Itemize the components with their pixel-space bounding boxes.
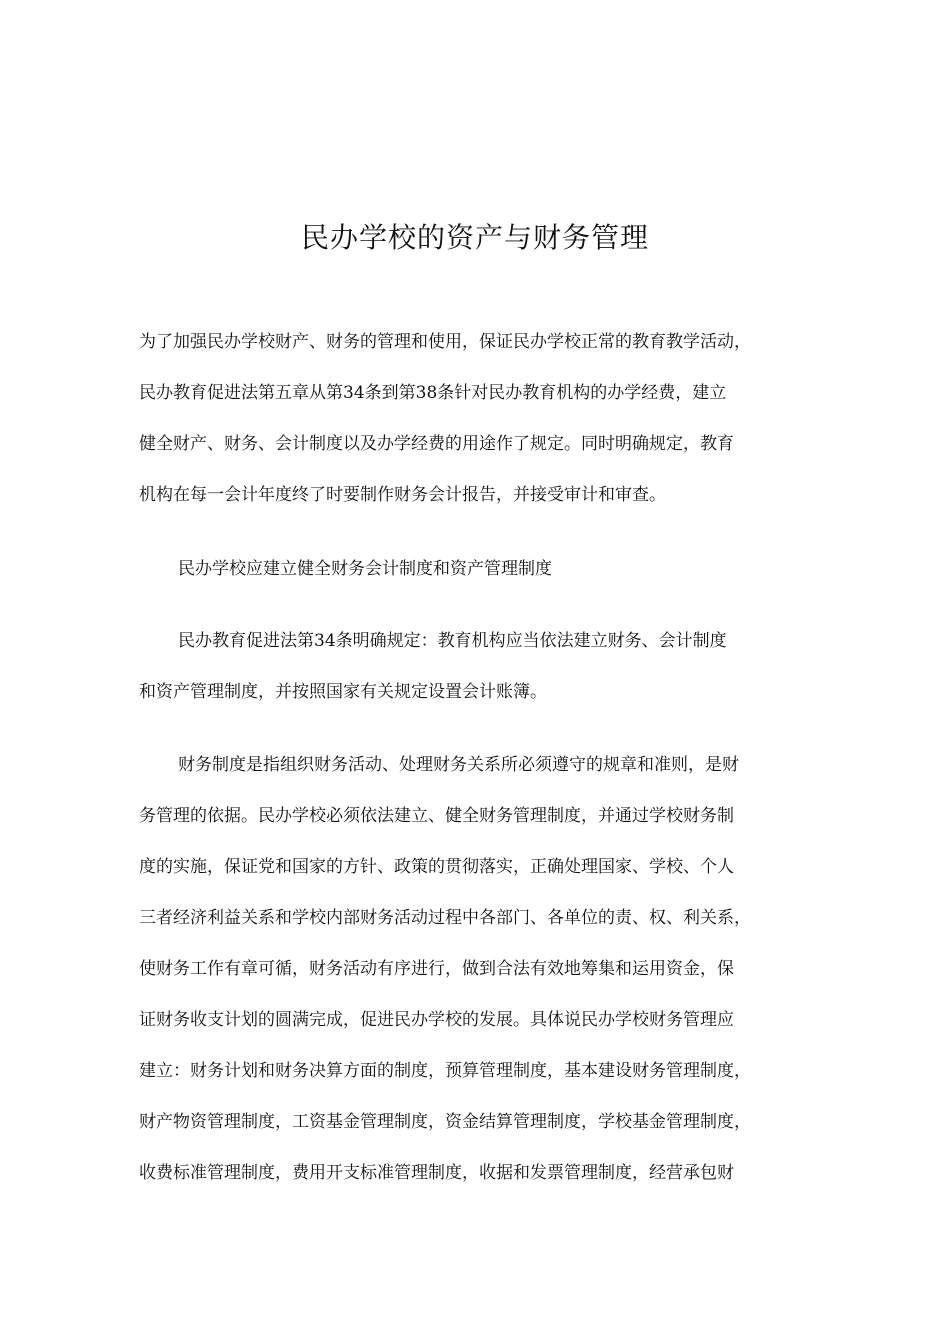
paragraph-4-line-1: 财务制度是指组织财务活动、处理财务关系所必须遵守的规章和准则，是财	[178, 755, 739, 775]
paragraph-3-line-1: 民办教育促进法第34条明确规定：教育机构应当依法建立财务、会计制度	[178, 631, 727, 651]
paragraph-1-line-2: 民办教育促进法第五章从第34条到第38条针对民办教育机构的办学经费，建立	[139, 383, 727, 403]
paragraph-4-line-6: 证财务收支计划的圆满完成，促进民办学校的发展。具体说民办学校财务管理应	[139, 1010, 734, 1030]
paragraph-4-line-4: 三者经济利益关系和学校内部财务活动过程中各部门、各单位的责、权、利关系，	[139, 908, 751, 928]
paragraph-4-line-7: 建立：财务计划和财务决算方面的制度，预算管理制度，基本建设财务管理制度，	[139, 1061, 751, 1081]
paragraph-4-line-5: 使财务工作有章可循，财务活动有序进行，做到合法有效地筹集和运用资金，保	[139, 959, 734, 979]
paragraph-4-line-8: 财产物资管理制度，工资基金管理制度，资金结算管理制度，学校基金管理制度，	[139, 1112, 751, 1132]
paragraph-1-line-3: 健全财产、财务、会计制度以及办学经费的用途作了规定。同时明确规定，教育	[139, 434, 734, 454]
paragraph-1-line-1: 为了加强民办学校财产、财务的管理和使用，保证民办学校正常的教育教学活动，	[139, 332, 751, 352]
paragraph-4-line-9: 收费标准管理制度，费用开支标准管理制度，收据和发票管理制度，经营承包财	[139, 1163, 734, 1183]
section-heading: 民办学校应建立健全财务会计制度和资产管理制度	[178, 559, 552, 579]
document-title: 民办学校的资产与财务管理	[300, 221, 649, 254]
paragraph-1-line-4: 机构在每一会计年度终了时要制作财务会计报告，并接受审计和审查。	[139, 485, 666, 505]
paragraph-4-line-3: 度的实施，保证党和国家的方针、政策的贯彻落实，正确处理国家、学校、个人	[139, 857, 734, 877]
paragraph-4-line-2: 务管理的依据。民办学校必须依法建立、健全财务管理制度，并通过学校财务制	[139, 806, 734, 826]
paragraph-3-line-2: 和资产管理制度，并按照国家有关规定设置会计账簿。	[139, 682, 547, 702]
